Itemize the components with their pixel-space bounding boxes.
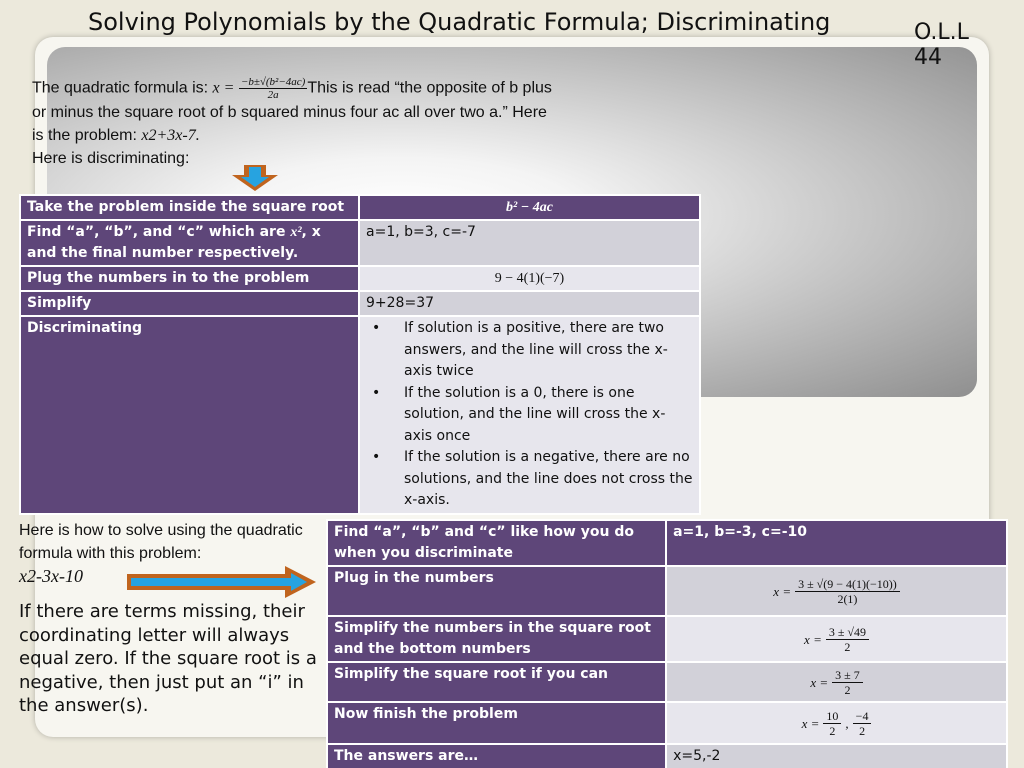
quadratic-solve-table (326, 519, 1008, 768)
eq-numerator: 10 (823, 709, 841, 724)
row-value (359, 316, 700, 514)
formula-lhs: x = (212, 79, 235, 97)
eq-fraction (823, 709, 841, 738)
row-label: Simplify the square root if you can (327, 662, 666, 702)
row-label: Simplify (20, 291, 359, 316)
eq-fraction (853, 709, 872, 738)
row-value: 9+28=37 (359, 291, 700, 316)
eq-numerator: 3 ± √(9 − 4(1)(−10)) (795, 577, 900, 592)
row-label: Take the problem inside the square root (20, 195, 359, 220)
eq-numerator: 3 ± √49 (826, 625, 869, 640)
intro-paragraph (32, 76, 552, 170)
row-label: Plug in the numbers (327, 566, 666, 616)
down-arrow-icon (230, 165, 280, 191)
table-row (20, 195, 700, 220)
row-label: Now finish the problem (327, 702, 666, 744)
discriminating-rules (366, 318, 693, 512)
table-row (327, 520, 1007, 566)
page-title: Solving Polynomials by the Quadratic Formula; Discriminating (88, 8, 831, 36)
eq-denominator: 2 (844, 639, 851, 654)
table-row (20, 316, 700, 514)
row-value (666, 616, 1007, 662)
discriminant-table (19, 194, 701, 515)
how-text: Here is how to solve using the quadratic formula with this problem: (19, 522, 303, 562)
row-label: The answers are… (327, 744, 666, 768)
row-label: Discriminating (20, 316, 359, 514)
equation (810, 668, 862, 697)
table-row (327, 566, 1007, 616)
label-math: x² (290, 225, 302, 240)
eq-lhs: x = (804, 631, 822, 647)
intro-body: This is read “the opposite of b plus or minus the square root of b squared minus four ac all over two a.” Here is the problem: (32, 79, 552, 144)
eq-lhs: x = (773, 583, 792, 599)
equation (804, 625, 869, 654)
right-arrow-icon (125, 565, 317, 599)
list-item: • If the solution is a negative, there are no solutions, and the line does not cross the x-axis. (366, 447, 693, 512)
eq-lhs: x = (801, 715, 820, 731)
missing-terms-note: If there are terms missing, their coordinating letter will always equal zero. If the square root is a negative, then just put an “i” in the answer(s). (19, 601, 317, 716)
row-value: 9 − 4(1)(−7) (359, 266, 700, 291)
formula-denominator: 2a (267, 89, 279, 101)
quadratic-formula-fraction (239, 76, 307, 101)
list-item: • If solution is a positive, there are two answers, and the line will cross the x-axis twice (366, 318, 693, 383)
row-value (666, 566, 1007, 616)
row-value: a=1, b=3, c=-7 (359, 220, 700, 266)
eq-denominator: 2 (844, 682, 851, 697)
formula-numerator: −b±√(b²−4ac) (240, 76, 306, 88)
row-label (20, 220, 359, 266)
table-row (20, 291, 700, 316)
how-problem: x2-3x-10 (19, 566, 83, 586)
eq-numerator: −4 (853, 709, 872, 724)
intro-problem: x2+3x-7. (141, 127, 200, 144)
label-part: Find “a”, “b”, and “c” which are (27, 224, 291, 240)
row-value (359, 195, 700, 220)
table-row (327, 702, 1007, 744)
table-row (20, 220, 700, 266)
row-value: a=1, b=-3, c=-10 (666, 520, 1007, 566)
intro-discriminating-label: Here is discriminating: (32, 150, 190, 167)
equation (773, 577, 899, 606)
eq-denominator: 2 (829, 723, 836, 738)
row-label: Find “a”, “b” and “c” like how you do when you discriminate (327, 520, 666, 566)
table-row (327, 616, 1007, 662)
corner-label: O.L.L 44 (914, 20, 969, 70)
list-item: • If the solution is a 0, there is one solution, and the line will cross the x-axis once (366, 383, 693, 448)
row-value (666, 662, 1007, 702)
eq-numerator: 3 ± 7 (832, 668, 863, 683)
table-row (20, 266, 700, 291)
eq-fraction (795, 577, 900, 606)
equation (802, 709, 872, 738)
eq-fraction (826, 625, 869, 654)
eq-denominator: 2(1) (837, 591, 858, 606)
row-value: x=5,-2 (666, 744, 1007, 768)
eq-fraction (832, 668, 863, 697)
eq-lhs: x = (810, 674, 829, 690)
label-part: , x and the final number respectively. (27, 224, 321, 261)
intro-prefix: The quadratic formula is: (32, 79, 213, 97)
table-row (327, 744, 1007, 768)
row-label: Plug the numbers in to the problem (20, 266, 359, 291)
row-label: Simplify the numbers in the square root and the bottom numbers (327, 616, 666, 662)
eq-denominator: 2 (859, 723, 866, 738)
row-value (666, 702, 1007, 744)
table-row (327, 662, 1007, 702)
eq-separator: , (845, 715, 849, 731)
discriminant-expression: b² − 4ac (506, 200, 553, 215)
